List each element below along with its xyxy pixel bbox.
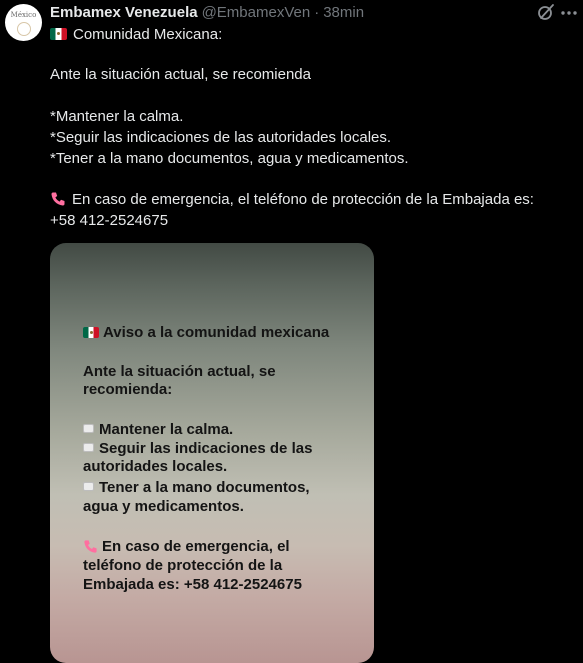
grok-icon[interactable] — [537, 3, 555, 21]
tweet-heading-text: Comunidad Mexicana: — [73, 26, 223, 43]
tweet-emergency-text: En caso de emergencia, el teléfono de protección de la Embajada es: — [72, 191, 534, 208]
image-bullet-3-cont: agua y medicamentos. — [83, 498, 244, 515]
image-bullet-2 — [83, 440, 312, 458]
tweet-line-phone-number[interactable]: +58 412-2524675 — [50, 212, 169, 229]
mexico-flag-icon — [50, 28, 67, 40]
tweet-header — [50, 2, 364, 22]
image-bullet-text: Seguir las indicaciones de las — [99, 440, 313, 457]
bullet-icon — [83, 424, 94, 433]
avatar[interactable] — [5, 4, 42, 41]
tweet-line-heading — [50, 25, 222, 45]
image-intro-line-2: recomienda: — [83, 381, 173, 398]
bullet-icon — [83, 443, 94, 452]
bullet-icon — [83, 482, 94, 491]
image-emergency-line-3: Embajada es: +58 412-2524675 — [83, 576, 302, 593]
author-name[interactable]: Embamex Venezuela — [50, 3, 198, 21]
image-emergency-line-2: teléfono de protección de la — [83, 557, 283, 574]
tweet-line-intro: Ante la situación actual, se recomienda — [50, 66, 311, 83]
avatar-seal-icon — [17, 22, 31, 36]
telephone-icon — [50, 191, 66, 207]
image-bullet-text: Mantener la calma. — [99, 421, 234, 438]
mexico-flag-icon — [83, 327, 99, 338]
image-bullet-1 — [83, 421, 233, 439]
tweet-line-bullet-3: *Tener a la mano documentos, agua y medicamentos. — [50, 150, 409, 167]
header-separator: · — [314, 3, 320, 21]
image-title — [83, 324, 329, 342]
tweet-image[interactable] — [50, 243, 374, 663]
avatar-text: México — [10, 11, 37, 19]
more-options-icon[interactable] — [560, 10, 578, 16]
image-emergency-line-1 — [83, 538, 290, 556]
telephone-icon — [83, 539, 98, 554]
tweet-line-bullet-1: *Mantener la calma. — [50, 108, 184, 125]
image-bullet-3 — [83, 479, 310, 497]
tweet-line-bullet-2: *Seguir las indicaciones de las autoridades locales. — [50, 129, 392, 146]
author-handle[interactable]: @EmbamexVen — [201, 3, 311, 21]
image-title-text: Aviso a la comunidad mexicana — [103, 324, 330, 341]
image-bullet-2-cont: autoridades locales. — [83, 458, 228, 475]
image-intro-line-1: Ante la situación actual, se — [83, 363, 276, 380]
tweet-time[interactable]: 38min — [323, 3, 365, 21]
tweet-line-emergency — [50, 190, 534, 210]
image-bullet-text: Tener a la mano documentos, — [99, 479, 310, 496]
image-emergency-text: En caso de emergencia, el — [102, 538, 290, 555]
